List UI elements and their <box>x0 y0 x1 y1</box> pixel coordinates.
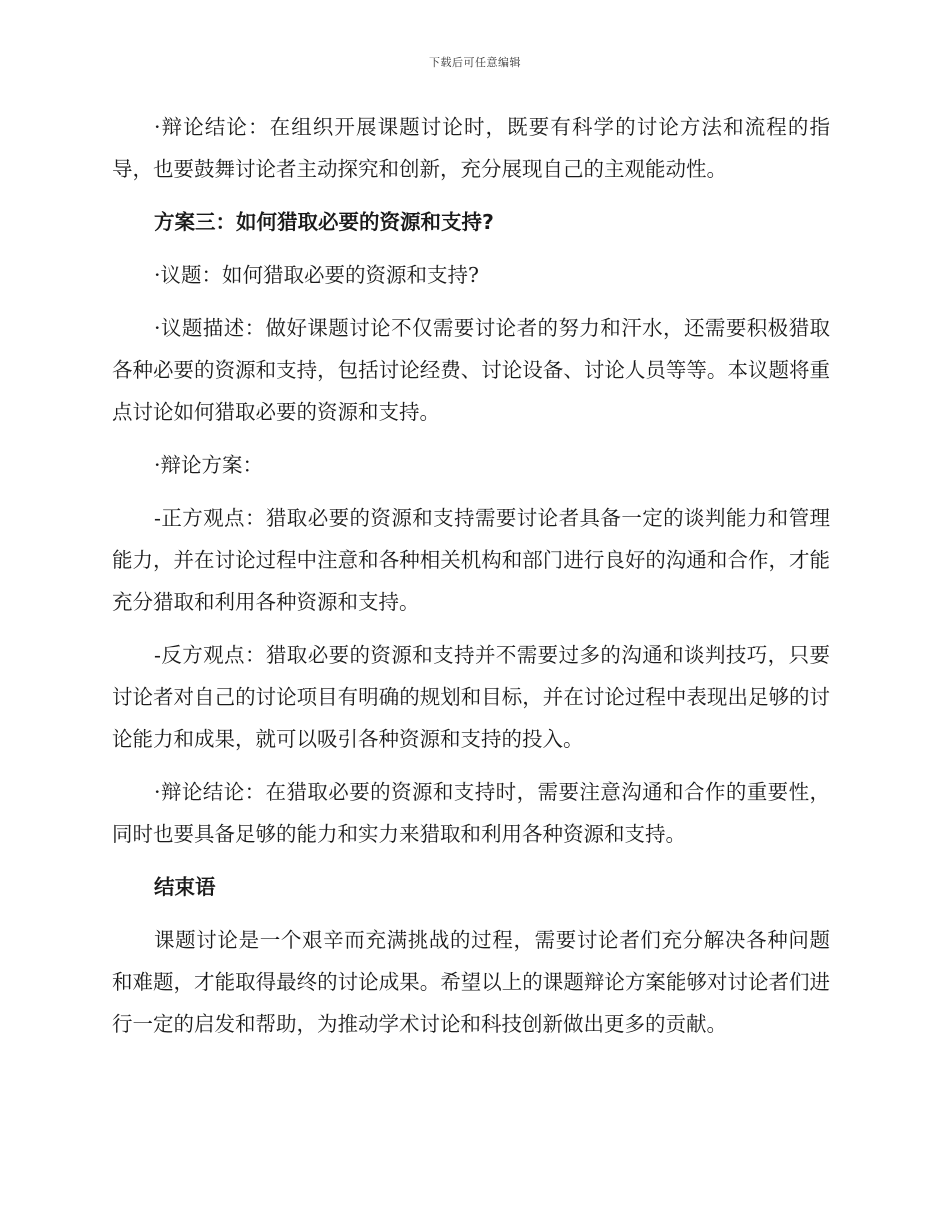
debate-conclusion-paragraph-1: ·辩论结论：在组织开展课题讨论时，既要有科学的讨论方法和流程的指导，也要鼓舞讨论者主动探究和创新，充分展现自己的主观能动性。 <box>112 115 830 181</box>
debate-conclusion-paragraph-2: ·辩论结论：在猎取必要的资源和支持时，需要注意沟通和合作的重要性，同时也要具备足够的能力和实力来猎取和利用各种资源和支持。 <box>112 780 830 846</box>
closing-paragraph: 课题讨论是一个艰辛而充满挑战的过程，需要讨论者们充分解决各种问题和难题，才能取得最终的讨论成果。希望以上的课题辩论方案能够对讨论者们进行一定的启发和帮助，为推动学术讨论和科技创新做出更多的贡献。 <box>112 928 830 1036</box>
topic-paragraph: ·议题：如何猎取必要的资源和支持? <box>154 263 480 287</box>
topic-description-paragraph: ·议题描述：做好课题讨论不仅需要讨论者的努力和汗水，还需要积极猎取各种必要的资源和支持，包括讨论经费、讨论设备、讨论人员等等。本议题将重点讨论如何猎取必要的资源和支持。 <box>112 316 830 424</box>
header-note: 下载后可任意编辑 <box>429 56 521 69</box>
affirmative-view-paragraph: -正方观点：猎取必要的资源和支持需要讨论者具备一定的谈判能力和管理能力，并在讨论过程中注意和各种相关机构和部门进行良好的沟通和合作，才能充分猎取和利用各种资源和支持。 <box>112 506 830 614</box>
negative-view-paragraph: -反方观点：猎取必要的资源和支持并不需要过多的沟通和谈判技巧，只要讨论者对自己的讨论项目有明确的规划和目标，并在讨论过程中表现出足够的讨论能力和成果，就可以吸引各种资源和支持的投入。 <box>112 643 830 751</box>
section-heading-conclusion: 结束语 <box>154 875 216 899</box>
debate-plan-label: ·辩论方案： <box>154 453 264 477</box>
document-body <box>112 106 830 1056</box>
section-heading-plan-three: 方案三：如何猎取必要的资源和支持? <box>154 210 494 234</box>
